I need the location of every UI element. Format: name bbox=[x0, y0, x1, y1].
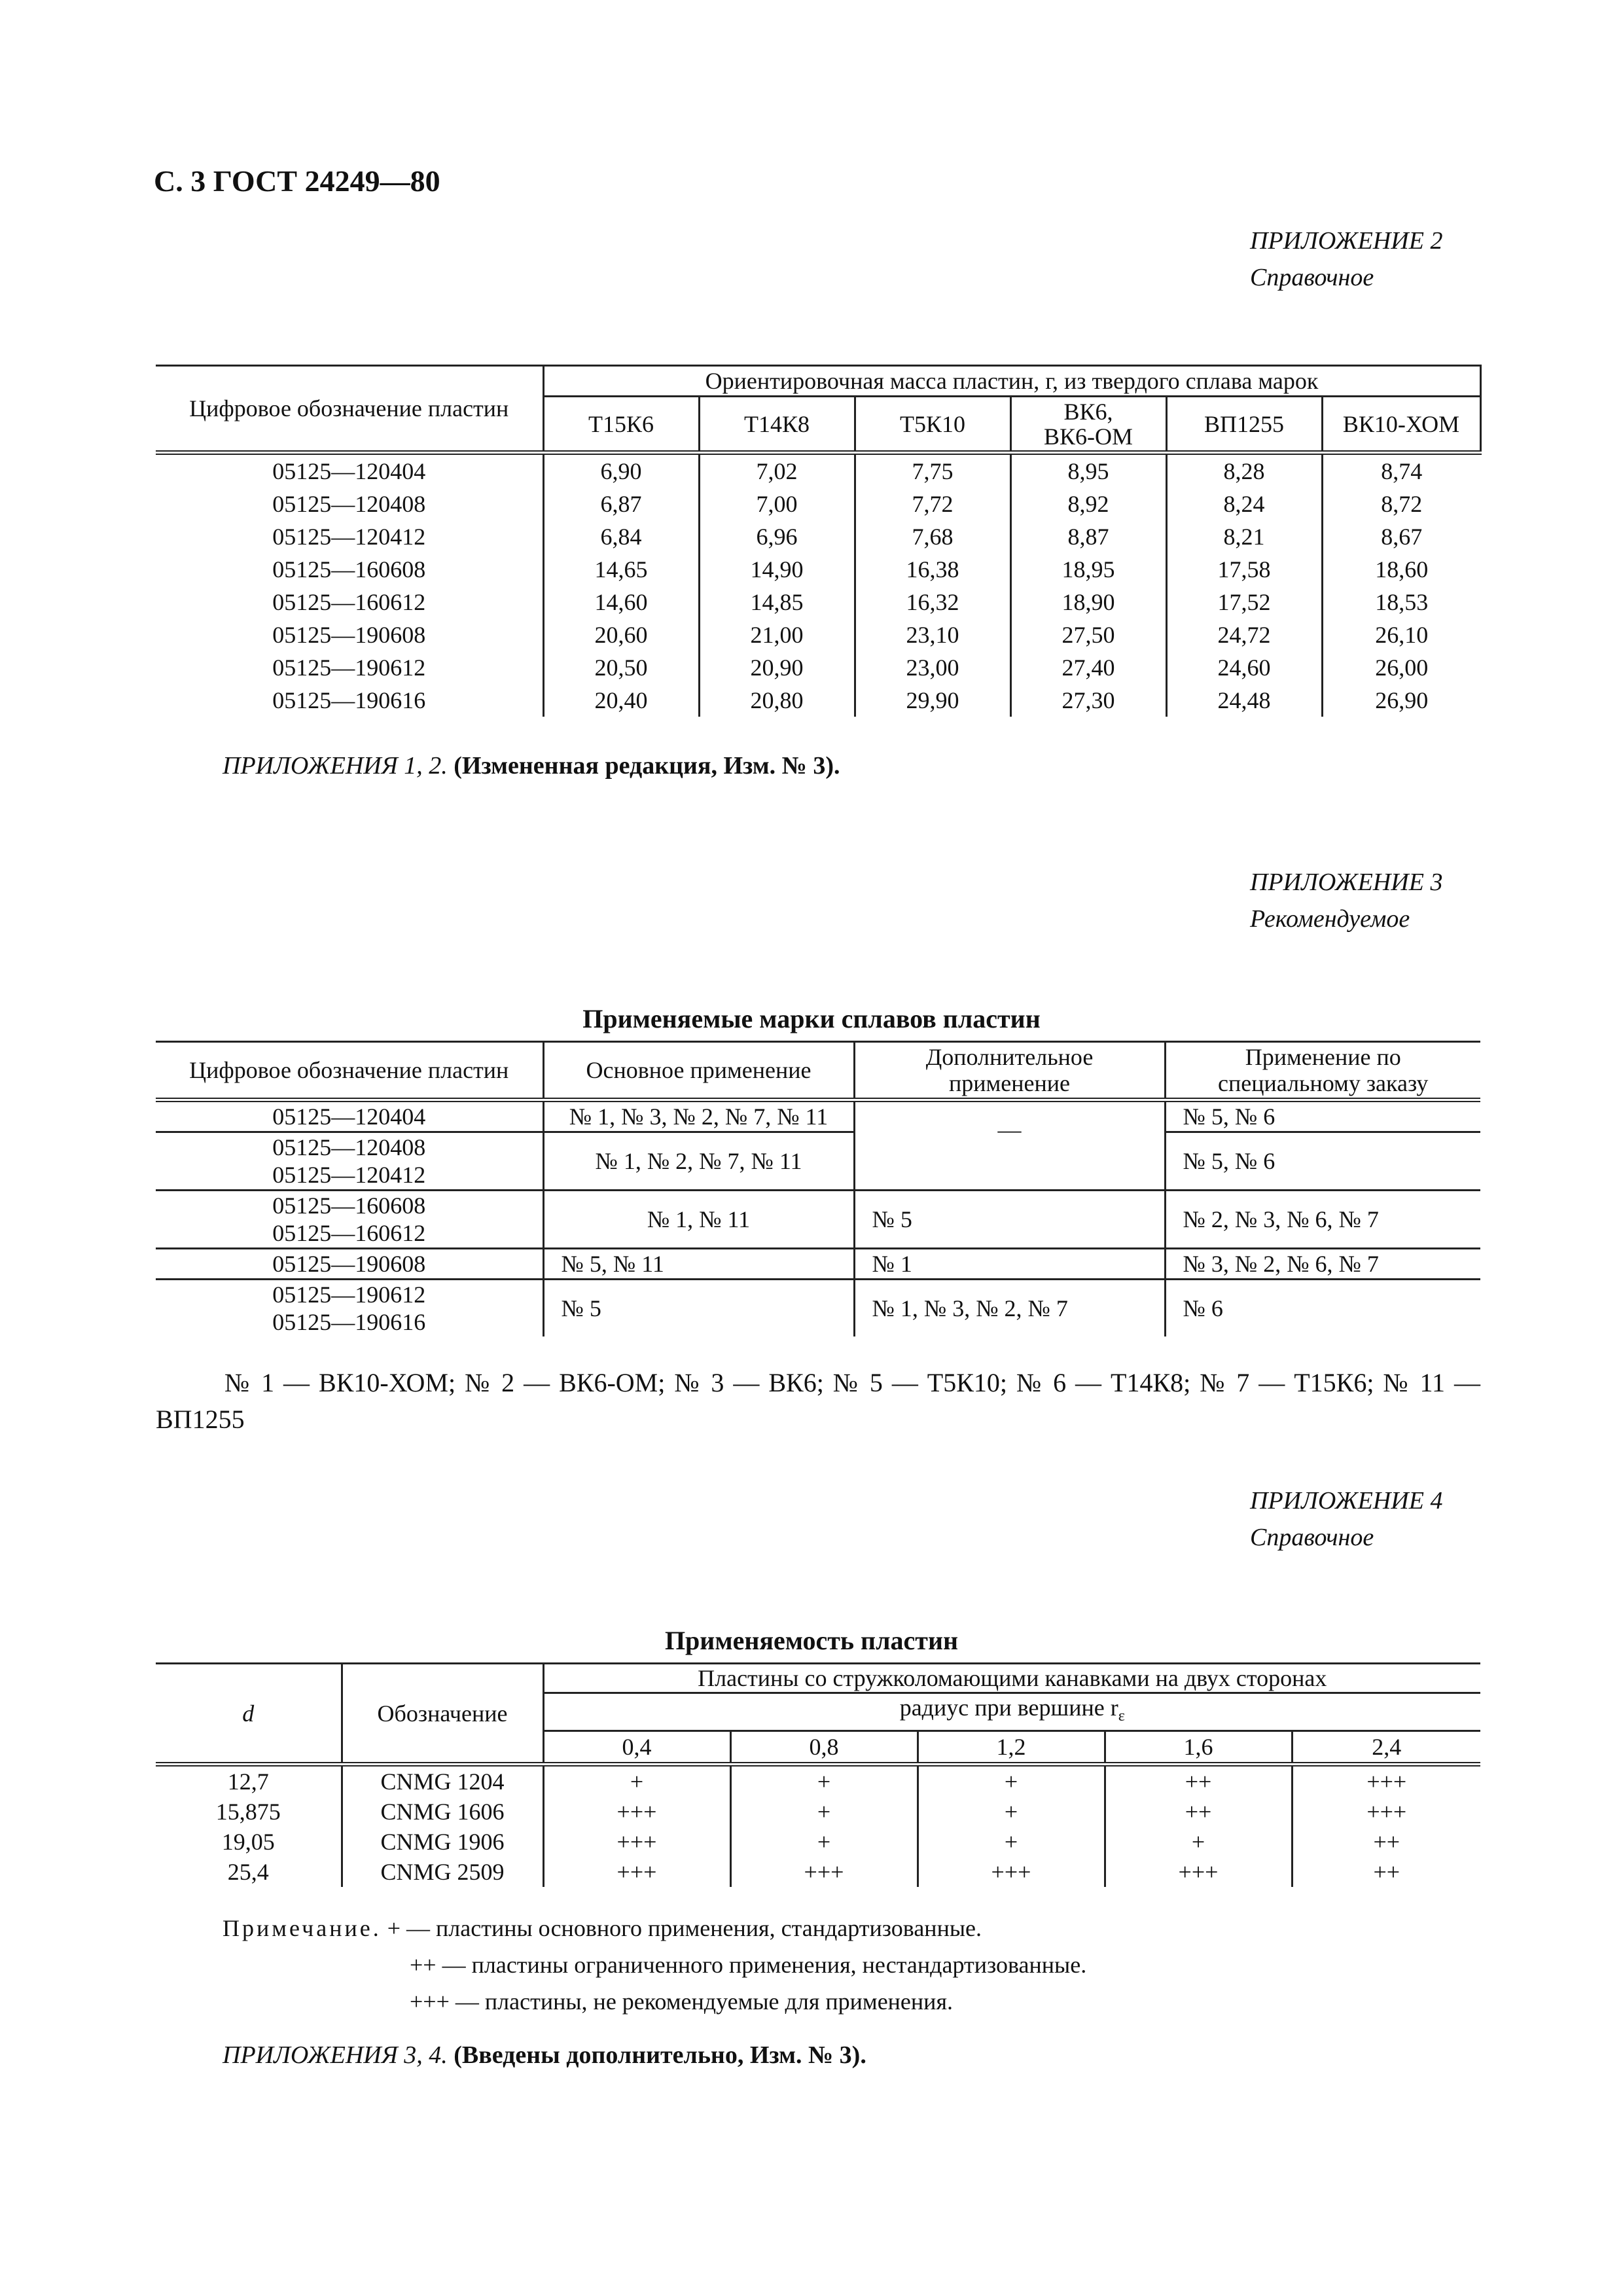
table-row: 12,7 CNMG 1204 + + + ++ +++ bbox=[156, 1765, 1480, 1797]
col-header: Основное применение bbox=[543, 1042, 854, 1100]
group-header: Ориентировочная масса пластин, г, из твердого сплава марок bbox=[543, 366, 1480, 397]
col-header: Т14К8 bbox=[699, 397, 855, 453]
table-title: Применяемые марки сплавов пластин bbox=[582, 1004, 1041, 1033]
grade-legend: № 1 — ВК10-ХОМ; № 2 — ВК6-ОМ; № 3 — ВК6; № 5 — Т5К10; № 6 — Т14К8; № 7 — Т15К6; № 11 — ВП1255 bbox=[156, 1368, 1480, 1434]
table-note: Примечание. + — пластины основного применения, стандартизованные. ++ — пластины ограниченного применения, нестандартизованные. +++ — пластины, не рекомендуемые для применения. bbox=[223, 1915, 1087, 2015]
col-header: ВП1255 bbox=[1166, 397, 1322, 453]
appendix-title: ПРИЛОЖЕНИЕ 4 bbox=[1250, 1487, 1443, 1515]
appendix-title: ПРИЛОЖЕНИЕ 2 bbox=[1250, 227, 1443, 255]
col-header: Т5К10 bbox=[855, 397, 1010, 453]
appendix-3-heading bbox=[1250, 864, 1442, 937]
appendix-subtitle: Справочное bbox=[1250, 1524, 1374, 1551]
table-row: 05125—190612 20,50 20,90 23,00 27,40 24,60 26,00 bbox=[156, 651, 1480, 684]
radius-value: 0,4 bbox=[543, 1731, 730, 1765]
col-header: Т15К6 bbox=[543, 397, 699, 453]
col-header: Дополнительное применение bbox=[854, 1042, 1165, 1100]
table-title: Применяемость пластин bbox=[664, 1626, 959, 1655]
alloy-grades-table bbox=[156, 1041, 1480, 1336]
col-header-d: d bbox=[156, 1664, 342, 1765]
table-row: 05125—190616 20,40 20,80 29,90 27,30 24,48 26,90 bbox=[156, 684, 1480, 717]
table-row: 05125—120412 6,84 6,96 7,68 8,87 8,21 8,67 bbox=[156, 520, 1480, 553]
col-header-id: Цифровое обозначение пластин bbox=[156, 366, 543, 453]
table-row: 05125—120408 05125—120412 № 1, № 2, № 7, № 11 № 5, № 6 bbox=[156, 1132, 1480, 1191]
radius-value: 1,6 bbox=[1105, 1731, 1292, 1765]
appendix-title: ПРИЛОЖЕНИЕ 3 bbox=[1250, 869, 1443, 896]
col-header: ВК10-ХОМ bbox=[1322, 397, 1480, 453]
page-header: С. 3 ГОСТ 24249—80 bbox=[154, 164, 440, 198]
table-row: 05125—120408 6,87 7,00 7,72 8,92 8,24 8,72 bbox=[156, 488, 1480, 520]
table-row: 05125—120404 № 1, № 3, № 2, № 7, № 11 — № 5, № 6 bbox=[156, 1100, 1480, 1132]
table-row: 05125—160608 14,65 14,90 16,38 18,95 17,58 18,60 bbox=[156, 553, 1480, 586]
amendment-note-2: ПРИЛОЖЕНИЯ 3, 4. (Введены дополнительно, Изм. № 3). bbox=[223, 2041, 866, 2069]
table-row: 05125—190612 05125—190616 № 5 № 1, № 3, № 2, № 7 № 6 bbox=[156, 1280, 1480, 1337]
col-header: Цифровое обозначение пластин bbox=[156, 1042, 543, 1100]
mass-table bbox=[156, 365, 1482, 717]
table-row: 05125—190608 20,60 21,00 23,10 27,50 24,72 26,10 bbox=[156, 619, 1480, 651]
table-row: 25,4 CNMG 2509 +++ +++ +++ +++ ++ bbox=[156, 1857, 1480, 1887]
radius-value: 2,4 bbox=[1292, 1731, 1480, 1765]
radius-value: 0,8 bbox=[730, 1731, 918, 1765]
table-row: 05125—190608 № 5, № 11 № 1 № 3, № 2, № 6, № 7 bbox=[156, 1249, 1480, 1280]
appendix-4-heading bbox=[1250, 1482, 1442, 1556]
table-row: 05125—160612 14,60 14,85 16,32 18,90 17,52 18,53 bbox=[156, 586, 1480, 619]
radius-header: радиус при вершине $r_\varepsilon$ bbox=[543, 1693, 1480, 1731]
appendix-2-heading bbox=[1250, 223, 1442, 296]
insert-applicability-table bbox=[156, 1662, 1480, 1887]
amendment-note-1: ПРИЛОЖЕНИЯ 1, 2. (Измененная редакция, Изм. № 3). bbox=[223, 752, 840, 780]
table-row: 15,875 CNMG 1606 +++ + + ++ +++ bbox=[156, 1797, 1480, 1827]
table-row: 05125—160608 05125—160612 № 1, № 11 № 5 № 2, № 3, № 6, № 7 bbox=[156, 1191, 1480, 1249]
table-row: 05125—120404 6,90 7,02 7,75 8,95 8,28 8,74 bbox=[156, 453, 1480, 488]
radius-value: 1,2 bbox=[918, 1731, 1105, 1765]
table-row: 19,05 CNMG 1906 +++ + + + ++ bbox=[156, 1827, 1480, 1857]
col-header-designation: Обозначение bbox=[342, 1664, 543, 1765]
col-header: Применение по специальному заказу bbox=[1165, 1042, 1480, 1100]
group-header: Пластины со стружколомающими канавками на двух сторонах bbox=[543, 1664, 1480, 1693]
appendix-subtitle: Рекомендуемое bbox=[1250, 905, 1410, 933]
col-header: ВК6, ВК6-ОМ bbox=[1010, 397, 1166, 453]
appendix-subtitle: Справочное bbox=[1250, 264, 1374, 291]
